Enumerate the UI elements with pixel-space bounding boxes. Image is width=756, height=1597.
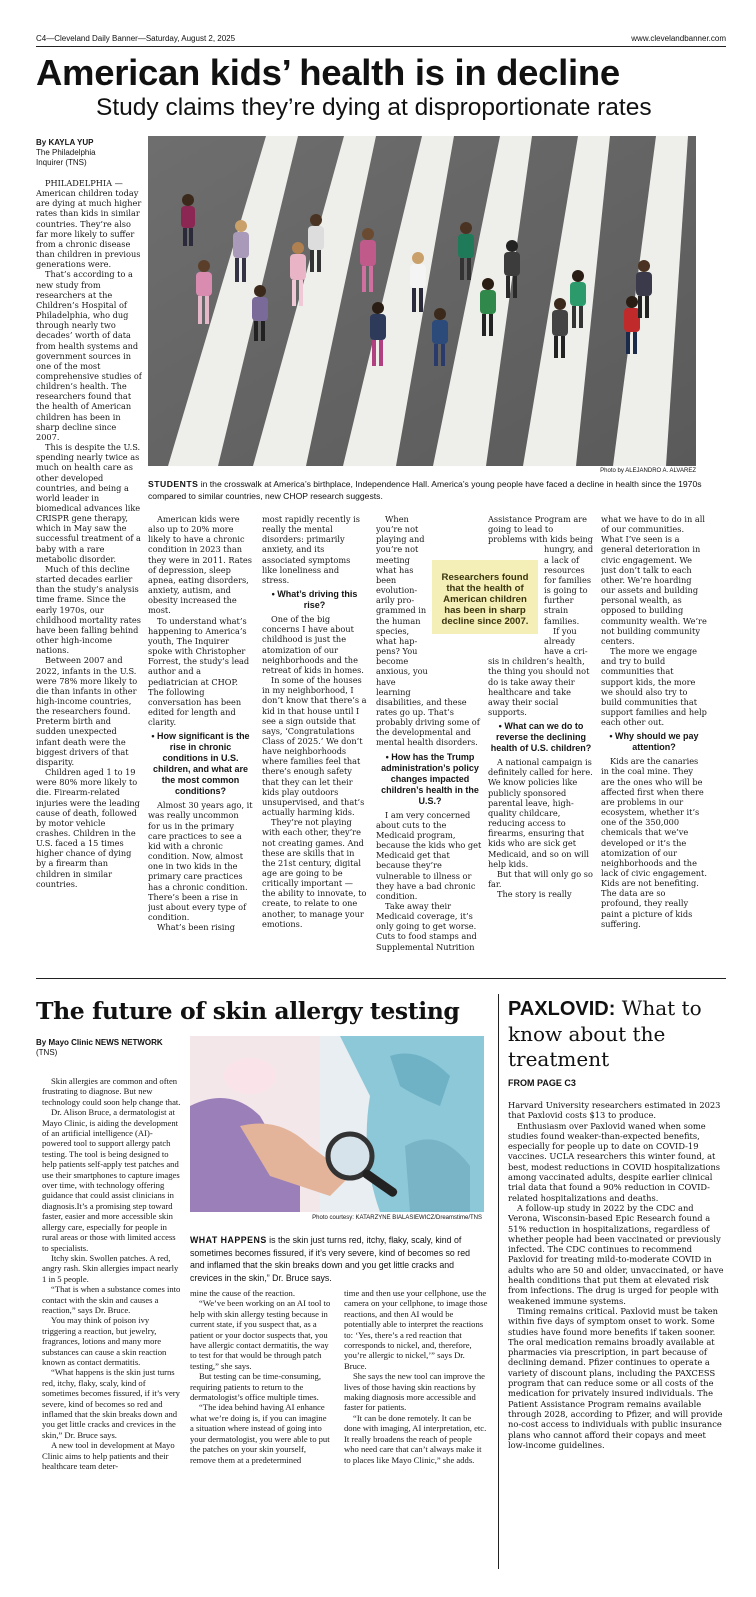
paragraph: If you already have a cri- bbox=[544, 625, 588, 657]
paragraph: Kids are the canaries in the coal mine. They are the ones who will be affected first when there are problems in our ecosystem, whether it’s one of the 350,000 chemicals that we’ve developed or it’s the atomization of our neighborhoods and the lack of civic engagement. Kids are not benefiting. The data are so profound, they really paint a picture of kids suffering. bbox=[601, 756, 707, 929]
paragraph: Almost 30 years ago, it was really uncommon for us in the primary care practices to see a kid with a chronic condition. Now, almost one in two kids in the primary care practices has a chronic condition. There’s been a rise in just about every type of condition. bbox=[148, 800, 253, 922]
paragraph: American kids were also up to 20% more likely to have a chronic condition in 2023 than they were in 2011. Rates of depression, sleep apnea, eating disorders, anxiety, autism, and obesity increased the most. bbox=[148, 514, 252, 616]
paragraph: “The idea behind having AI enhance what we’re doing is, if you can imagine a situation where instead of going into your dermatologist, you were able to put the patches on your skin yourself, remove them at a predetermined bbox=[190, 1402, 330, 1465]
story1-column-3 bbox=[262, 514, 367, 972]
byline-org: The Philadelphia bbox=[36, 148, 96, 157]
paxlovid-column bbox=[508, 1100, 724, 1570]
caption-lead: WHAT HAPPENS bbox=[190, 1235, 267, 1245]
headline-rest: What to know about the treatment bbox=[508, 996, 702, 1071]
paragraph: Enthusiasm over Paxlovid waned when some studies found weaker-than-expected benefits, especially for people up to date on COVID-19 vaccines. UCLA researchers this winter found, at best, modest reductions in COVID hospitalizations among vaccinated adults, despite earlier clinical trial data that found a 90% reduction in COVID-related hospitalizations and deaths. bbox=[508, 1120, 721, 1203]
paragraph: When you’re not playing and you’re not meeting what has been evolution- arily pro- grammed in the human species, what hap- pens? You become anxious, you have learning bbox=[376, 514, 428, 697]
crosswalk-photo bbox=[148, 136, 696, 466]
question-heading: • How significant is the rise in chronic conditions in U.S. children, and what are the most common conditions? bbox=[151, 731, 250, 797]
story1-column-6 bbox=[601, 514, 707, 972]
paragraph: This is despite the U.S. spending nearly twice as much on health care as other developed countries, and being a world leader in biomedical advances like CRISPR gene therapy, which in May saw the successful treatment of a baby with a rare metabolic disorder. bbox=[36, 442, 141, 564]
paragraph: A new tool in development at Mayo Clinic aims to help patients and their healthcare team deter- bbox=[42, 1440, 175, 1472]
section-rule bbox=[36, 978, 726, 979]
paragraph: In some of the houses in my neighborhood, I don’t know that there’s a kid in that house until I see a sign outside that says, ‘Congratulations Class of 2025.’ We don’t have neighborhoods where families feel that there’s enough safety that they can let their kids play outdoors unsupervised, and that’s actually harming kids. bbox=[262, 675, 367, 818]
photo-credit: Photo by ALEJANDRO A. ALVAREZ bbox=[600, 468, 696, 474]
skin-allergy-headline: The future of skin allergy testing bbox=[36, 997, 460, 1025]
story2-column-1 bbox=[42, 1076, 182, 1576]
byline-name: By Mayo Clinic NEWS NETWORK bbox=[36, 1038, 163, 1047]
paragraph: The more we engage and try to build communities that support kids, the more we should also try to build communities that support families and help each other out. bbox=[601, 646, 707, 728]
paragraph: A follow-up study in 2022 by the CDC and Verona, Wisconsin-based Epic Research found a 51% reduction in hospitalizations, regardless of whether people had been vaccinated or previously infected. The CDC continues to recommend Paxlovid for treating mild-to-moderate COVID in adults who are 50 and older, unvaccinated, or have health conditions that put them at elevated risk from infections. The drug is urged for people with weakened immune systems. bbox=[508, 1202, 724, 1306]
paragraph: time and then use your cellphone, use the camera on your cellphone, to image those reactions, and then AI would be potentially able to interpret the reactions to: ‘Yes, there’s a red reaction that corresponds to nickel, and, therefore, you’re allergic to nickel,’” says Dr. Bruce. bbox=[344, 1288, 488, 1371]
paragraph: But testing can be time-consuming, requiring patients to return to the dermatologist’s office multiple times. bbox=[190, 1371, 321, 1403]
subheadline: Study claims they’re dying at disproportionate rates bbox=[96, 94, 652, 121]
question-heading: • What’s driving this rise? bbox=[271, 589, 358, 611]
paragraph: Timing remains critical. Paxlovid must be taken within five days of symptom onset to work. Some studies have found more benefits if taken sooner. The oral medication remains broadly available at pharmacies via prescription, in part because of declining demand. Pfizer continues to operate a variety of discount plans, including the PAXCESS program that can reduce some or all costs of the medication for privately insured individuals. The Patient Assistance Program remains available through 2028, according to Pfizer, and will provide no-cost access to individuals with public insurance plans who cannot afford their copays and meet low-income guidelines. bbox=[508, 1305, 723, 1450]
skin-test-photo-image bbox=[190, 1036, 484, 1212]
paragraph: “That is when a substance comes into contact with the skin and causes a reaction,” says Dr. Bruce. bbox=[42, 1284, 181, 1315]
paragraph: To understand what’s happening to America’s youth, The Inquirer spoke with Christopher Forrest, the study’s lead author and a pediatrician at CHOP. The following conversation has been edited for length and clarity. bbox=[148, 615, 250, 728]
paragraph: Take away their Medicaid coverage, it’s only going to get worse. Cuts to food stamps and Supplemental Nutrition bbox=[376, 901, 477, 952]
story1-column-5 bbox=[488, 514, 594, 972]
paragraph: But that will only go so far. bbox=[488, 868, 593, 889]
paragraph: Dr. Alison Bruce, a dermatologist at Mayo Clinic, is aiding the development of an artificial intelligence (AI)-powered tool to support allergy patch testing. The tool is being designed to help patients self-apply test patches and use their smartphones to capture images over time, with technology offering guidance that could assist clinicians in diagnosis.It’s a promising step toward faster, easier and more accessible skin allergy care, especially for people in rural areas or those with limited access to specialists. bbox=[42, 1107, 180, 1253]
paragraph: Assistance Program are going to lead to problems with kids being bbox=[488, 514, 593, 545]
paragraph: what we have to do in all of our communities. What I’ve seen is a general deterioration in civic engagement. We just don’t talk to each other. We’re hoarding our assets and building personal wealth, as opposed to building community wealth. We’re not building community centers. bbox=[601, 514, 707, 646]
photo-credit: Photo courtesy: KATARZYNE BIALASIEWICZ/Dreamstime/TNS bbox=[312, 1215, 482, 1221]
photo-caption bbox=[190, 1234, 486, 1284]
page-header-left: C4—Cleveland Daily Banner—Saturday, August 2, 2025 bbox=[36, 34, 236, 43]
headline: American kids’ health is in decline bbox=[36, 52, 620, 93]
pull-quote: Researchers found that the health of American children has been in sharp decline since 2007. bbox=[432, 560, 538, 634]
paragraph: “What happens is the skin just turns red, itchy, flaky, scaly, kind of sometimes becomes fissured, if it’s very severe, kind of becomes so red and inflamed that the skin breaks down and you get little cracks and crevices in the skin,” Dr. Bruce says. bbox=[42, 1367, 180, 1440]
paragraph: She says the new tool can improve the lives of those having skin reactions by making diagnosis more accessible and faster for patients. bbox=[344, 1371, 485, 1413]
paragraph: PHILADELPHIA — American children today are dying at much higher rates than kids in similar countries. They’re also far more likely to suffer from a chronic disease than children in previous generations were. bbox=[36, 178, 142, 270]
question-heading: • Why should we pay attention? bbox=[609, 731, 699, 753]
story2-column-3 bbox=[344, 1288, 488, 1573]
paragraph: Children aged 1 to 19 were 80% more likely to die. Firearm-related injuries were the leading cause of death, followed by motor vehicle crashes. Children in the U.S. faced a 15 times higher chance of dying by a firearm than children in similar countries. bbox=[36, 767, 140, 889]
photo-caption bbox=[148, 478, 708, 502]
paragraph: One of the big concerns I have about childhood is just the atomization of our neighborhoods and the retreat of kids in homes. bbox=[262, 614, 364, 675]
paragraph: A national campaign is definitely called for here. We know policies like publicly sponsored parental leave, high-quality childcare, reducing access to firearms, ensuring that kids who are sick get Medicaid, and so on will help kids. bbox=[488, 757, 593, 869]
question-heading: • How has the Trump administration’s policy changes impacted children’s health in the U.S.? bbox=[381, 751, 479, 806]
jump-line[interactable]: FROM PAGE C3 bbox=[508, 1078, 576, 1088]
byline-name: By KAYLA YUP bbox=[36, 138, 94, 147]
paragraph: Between 2007 and 2022, infants in the U.S. were 78% more likely to die than infants in other high-income countries, the researchers found. Preterm birth and sudden unexpected infant death were the biggest drivers of that disparity. bbox=[36, 655, 138, 767]
byline bbox=[36, 138, 142, 168]
paragraph: “It can be done remotely. It can be done with imaging, AI interpretation, etc. It really broadens the reach of people who need care that can’t always make it to places like Mayo Clinic,” she adds. bbox=[344, 1412, 487, 1465]
story1-column-1 bbox=[36, 138, 142, 968]
story2-column-2 bbox=[190, 1288, 332, 1573]
paragraph: They’re not playing with each other, they’re not creating games. And these are skills that in the 21st century, digital age are going to be critically important — the ability to innovate, to create, to relate to one another, to manage your emotions. bbox=[262, 817, 367, 929]
question-heading: • What can we do to reverse the declining health of U.S. children? bbox=[490, 721, 592, 754]
paragraph: disabilities, and these rates go up. That’s probably driving some of the developmental and mental health disorders. bbox=[376, 696, 480, 748]
paragraph: mine the cause of the reaction. bbox=[190, 1288, 295, 1298]
paxlovid-headline bbox=[508, 996, 728, 1072]
byline-org-2: Inquirer (TNS) bbox=[36, 158, 87, 167]
paragraph: sis in children’s health, the thing you should not do is take away their healthcare and take away their social supports. bbox=[488, 656, 590, 717]
paragraph: That’s according to a new study from researchers at the Children’s Hospital of Philadelphia, who dug through nearly two decades’ worth of data from health systems and government sources in one of the most comprehensive studies of children’s health. The researchers found that the health of American children has been in sharp decline since 2007. bbox=[36, 269, 142, 442]
caption-lead: STUDENTS bbox=[148, 479, 199, 489]
paragraph: What’s been rising bbox=[157, 922, 235, 933]
paragraph: “We’ve been working on an AI tool to help with skin allergy testing because in current state, if you suspect that, as a patient or your doctor suspects that, you have allergic contact dermatitis, the way to test for that would be through patch testing,” she says. bbox=[190, 1298, 331, 1371]
paragraph: Skin allergies are common and often frustrating to diagnose. But new technology could soon help change that. bbox=[42, 1076, 181, 1107]
caption-text: in the crosswalk at America’s birthplace, Independence Hall. America’s young people have faced a decline in health since the 1970s compared to similar countries, new CHOP research suggests. bbox=[148, 479, 702, 501]
skin-allergy-byline bbox=[36, 1038, 163, 1058]
paragraph: I am very concerned about cuts to the Medicaid program, because the kids who get Medicaid get that because they’re vulnerable to illness or they have a bad chronic condition. bbox=[376, 809, 482, 901]
page-header-url[interactable]: www.clevelandbanner.com bbox=[631, 34, 726, 43]
byline-org: (TNS) bbox=[36, 1048, 58, 1057]
story1-column-2 bbox=[148, 514, 253, 972]
crosswalk-photo-image bbox=[148, 136, 696, 466]
paragraph: Much of this decline started decades earlier than the study’s analysis time frame. Since the early 1970s, our childhood mortality rates have been falling behind other high-income nations. bbox=[36, 563, 141, 656]
header-rule bbox=[36, 46, 726, 47]
skin-test-photo bbox=[190, 1036, 484, 1212]
paragraph: The story is really bbox=[497, 889, 572, 900]
paragraph: Harvard University researchers estimated in 2023 that Paxlovid costs $13 to produce. bbox=[508, 1100, 721, 1121]
paragraph: You may think of poison ivy triggering a reaction, but jewelry, fragrances, lotions and many more substances can cause a skin reaction known as contact dermatitis. bbox=[42, 1315, 167, 1367]
column-rule bbox=[498, 994, 499, 1569]
paragraph: hungry, and a lack of resources for families is going to further strain families. bbox=[544, 544, 594, 626]
caption-text: is the skin just turns red, itchy, flaky, scaly, kind of sometimes becomes fissured, if it’s very severe, kind of becomes so red and inflamed that the skin breaks down and you get little cracks and crevices in the skin,” Dr. Bruce says. bbox=[190, 1235, 470, 1283]
headline-bold: PAXLOVID: bbox=[508, 998, 616, 1020]
paragraph: most rapidly recently is really the mental disorders: primarily anxiety, and its associated symptoms like loneliness and stress. bbox=[262, 514, 360, 585]
paragraph: Itchy skin. Swollen patches. A red, angry rash. Skin allergies impact nearly 1 in 5 people. bbox=[42, 1252, 179, 1284]
